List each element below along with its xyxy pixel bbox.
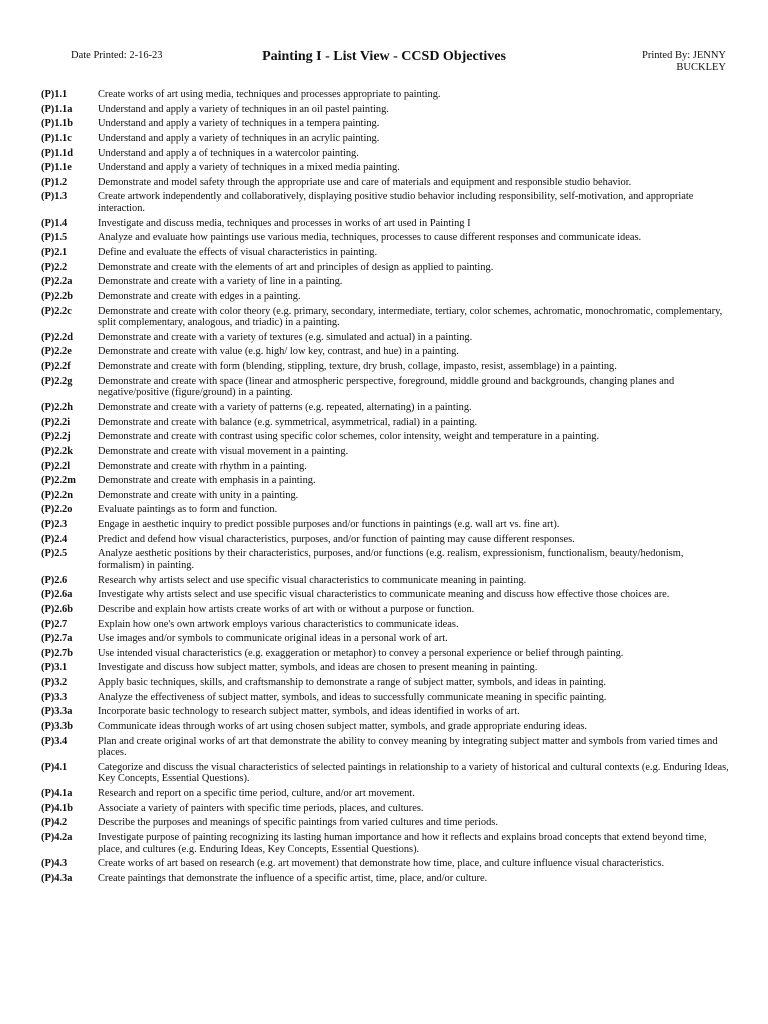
objective-code: (P)2.2f — [41, 361, 71, 373]
objective-code: (P)3.4 — [41, 735, 68, 747]
objective-row — [41, 762, 731, 785]
objective-row — [41, 218, 731, 230]
objective-description: Demonstrate and create with the elements of art and principles of design as applied to painting. — [98, 261, 494, 273]
objective-description: Understand and apply a of techniques in a watercolor painting. — [98, 147, 359, 159]
objective-code: (P)2.2h — [41, 401, 74, 413]
objective-row — [41, 490, 731, 502]
objective-description: Demonstrate and create with form (blending, stippling, texture, dry brush, collage, impasto, resist, assemblage) in a painting. — [98, 361, 617, 373]
objective-row — [41, 619, 731, 631]
objective-code: (P)1.1d — [41, 147, 74, 159]
objective-row — [41, 692, 731, 704]
objective-code: (P)2.2d — [41, 331, 74, 343]
objective-code: (P)1.2 — [41, 176, 68, 188]
objective-row — [41, 133, 731, 145]
objective-description: Demonstrate and create with emphasis in a painting. — [98, 475, 316, 487]
objective-row — [41, 706, 731, 718]
objective-row — [41, 604, 731, 616]
objective-description: Investigate purpose of painting recognizing its lasting human importance and how it reflects and explains broad concepts that extend beyond time, place, and cultures (e.g. Enduring Ideas, Key Concepts, Essential Questions). — [98, 832, 707, 855]
objective-row — [41, 162, 731, 174]
objective-row — [41, 461, 731, 473]
objective-row — [41, 191, 731, 214]
objective-row — [41, 832, 731, 855]
objective-code: (P)2.4 — [41, 533, 68, 545]
objective-row — [41, 662, 731, 674]
objective-code: (P)2.2b — [41, 290, 74, 302]
objectives-list — [41, 89, 731, 888]
objective-row — [41, 332, 731, 344]
objective-row — [41, 232, 731, 244]
objective-description: Understand and apply a variety of techniques in an acrylic painting. — [98, 132, 380, 144]
objective-code: (P)1.3 — [41, 191, 68, 203]
objective-description: Demonstrate and create with edges in a painting. — [98, 290, 301, 302]
objective-code: (P)2.7 — [41, 618, 68, 630]
objective-code: (P)2.2o — [41, 504, 73, 516]
objective-code: (P)1.1a — [41, 103, 73, 115]
page-header — [0, 49, 768, 79]
objective-description: Investigate and discuss media, techniques and processes in works of art used in Painting I — [98, 217, 471, 229]
objective-description: Demonstrate and create with space (linear and atmospheric perspective, foreground, middle ground and backgrounds, changing planes and negative/positive (figure/ground) in a painting. — [98, 375, 675, 399]
objective-description: Evaluate paintings as to form and function. — [98, 504, 278, 516]
printed-by: Printed By: JENNY BUCKLEY — [642, 50, 726, 73]
objective-code: (P)2.6 — [41, 574, 68, 586]
objective-row — [41, 736, 731, 759]
objective-code: (P)2.2i — [41, 416, 71, 428]
objective-description: Research and report on a specific time period, culture, and/or art movement. — [98, 788, 415, 800]
objective-row — [41, 548, 731, 571]
objective-code: (P)2.7a — [41, 633, 73, 645]
objective-description: Investigate and discuss how subject matter, symbols, and ideas are chosen to present meaning in painting. — [98, 662, 538, 674]
objective-description: Engage in aesthetic inquiry to predict possible purposes and/or functions in paintings (e.g. wall art vs. fine art). — [98, 519, 560, 531]
objective-row — [41, 519, 731, 531]
objective-row — [41, 788, 731, 800]
objective-description: Describe the purposes and meanings of specific paintings from varied cultures and time periods. — [98, 817, 498, 829]
objective-row — [41, 858, 731, 870]
objective-code: (P)4.3 — [41, 858, 68, 870]
objective-code: (P)4.2 — [41, 817, 68, 829]
objective-row — [41, 633, 731, 645]
objective-row — [41, 504, 731, 516]
objective-description: Communicate ideas through works of art using chosen subject matter, symbols, and grade appropriate enduring ideas. — [98, 721, 587, 732]
objective-code: (P)3.3b — [41, 721, 74, 732]
objective-code: (P)2.2e — [41, 346, 72, 358]
objective-code: (P)2.2m — [41, 475, 76, 487]
objective-code: (P)2.2n — [41, 489, 74, 501]
objective-row — [41, 361, 731, 373]
objective-code: (P)3.2 — [41, 677, 68, 689]
objective-description: Associate a variety of painters with specific time periods, places, and cultures. — [98, 802, 424, 814]
objective-row — [41, 118, 731, 130]
objective-description: Demonstrate and create with a variety of patterns (e.g. repeated, alternating) in a painting. — [98, 401, 472, 413]
objective-description: Use intended visual characteristics (e.g. exaggeration or metaphor) to convey a personal experience or belief through painting. — [98, 647, 624, 659]
objective-description: Demonstrate and create with value (e.g. high/ low key, contrast, and hue) in a painting. — [98, 346, 459, 358]
objective-row — [41, 803, 731, 815]
objective-row — [41, 148, 731, 160]
objective-description: Demonstrate and create with visual movement in a painting. — [98, 445, 349, 457]
objective-description: Demonstrate and create with color theory (e.g. primary, secondary, intermediate, tertiary, color schemes, achromatic, monochromatic, complementary, split complementary, analogous, and triadic) in a painting. — [98, 305, 723, 329]
objective-code: (P)2.2 — [41, 261, 68, 273]
objective-code: (P)2.2j — [41, 431, 71, 443]
objective-code: (P)2.3 — [41, 519, 68, 531]
objective-row — [41, 291, 731, 303]
objective-code: (P)2.6a — [41, 589, 73, 601]
objective-code: (P)2.6b — [41, 603, 74, 615]
objective-description: Apply basic techniques, skills, and craftsmanship to demonstrate a range of subject matter, symbols, and ideas in painting. — [98, 677, 607, 689]
objective-code: (P)2.5 — [41, 548, 68, 560]
objective-code: (P)4.1 — [41, 761, 68, 773]
objective-row — [41, 247, 731, 259]
objective-row — [41, 262, 731, 274]
objective-row — [41, 346, 731, 358]
objective-description: Explain how one's own artwork employs various characteristics to communicate ideas. — [98, 618, 459, 630]
objective-row — [41, 534, 731, 546]
objective-code: (P)1.5 — [41, 232, 68, 244]
objective-code: (P)4.3a — [41, 872, 73, 884]
objective-description: Analyze aesthetic positions by their characteristics, purposes, and/or functions (e.g. realism, expressionism, functionalism, beauty/hedonism, formalism) in painting. — [98, 548, 684, 571]
objective-description: Demonstrate and model safety through the appropriate use and care of materials and equipment and responsible studio behavior. — [98, 176, 632, 188]
objective-code: (P)1.4 — [41, 217, 68, 229]
objective-description: Demonstrate and create with contrast using specific color schemes, color intensity, weight and temperature in a painting. — [98, 431, 600, 443]
objective-description: Incorporate basic technology to research subject matter, symbols, and ideas identified in works of art. — [98, 706, 520, 718]
objective-description: Create works of art using media, techniques and processes appropriate to painting. — [98, 89, 441, 100]
objective-code: (P)2.2g — [41, 375, 73, 387]
objective-row — [41, 446, 731, 458]
objective-code: (P)2.2l — [41, 460, 71, 472]
objective-description: Analyze and evaluate how paintings use various media, techniques, processes to cause different responses and communicate ideas. — [98, 232, 642, 244]
objective-description: Demonstrate and create with rhythm in a painting. — [98, 460, 307, 472]
objective-code: (P)4.1a — [41, 788, 73, 800]
objective-description: Analyze the effectiveness of subject matter, symbols, and ideas to successfully communicate meaning in specific painting. — [98, 691, 607, 703]
objective-row — [41, 89, 731, 101]
objective-description: Create paintings that demonstrate the influence of a specific artist, time, place, and/or culture. — [98, 872, 488, 884]
date-printed: Date Printed: 2-16-23 — [71, 50, 163, 61]
objective-description: Investigate why artists select and use specific visual characteristics to communicate meaning and discuss how effective those choices are. — [98, 589, 670, 601]
objective-code: (P)2.2a — [41, 276, 73, 288]
objective-row — [41, 431, 731, 443]
objective-code: (P)2.7b — [41, 647, 74, 659]
objective-row — [41, 177, 731, 189]
objective-code: (P)2.2k — [41, 445, 74, 457]
objective-description: Understand and apply a variety of techniques in a mixed media painting. — [98, 162, 400, 174]
objective-code: (P)4.2a — [41, 832, 73, 844]
objective-row — [41, 276, 731, 288]
objective-description: Demonstrate and create with unity in a painting. — [98, 489, 299, 501]
objective-code: (P)2.1 — [41, 247, 68, 258]
objective-description: Demonstrate and create with a variety of textures (e.g. simulated and actual) in a painting. — [98, 331, 473, 343]
objective-description: Research why artists select and use specific visual characteristics to communicate meaning in painting. — [98, 574, 527, 586]
objective-row — [41, 648, 731, 660]
objective-code: (P)3.3a — [41, 706, 73, 718]
objective-row — [41, 817, 731, 829]
page-title: Painting I - List View - CCSD Objectives — [262, 49, 506, 64]
objective-row — [41, 104, 731, 116]
objective-description: Demonstrate and create with balance (e.g. symmetrical, asymmetrical, radial) in a painting. — [98, 416, 478, 428]
objective-description: Demonstrate and create with a variety of line in a painting. — [98, 276, 343, 288]
objective-row — [41, 402, 731, 414]
objective-description: Define and evaluate the effects of visual characteristics in painting. — [98, 247, 378, 258]
objective-description: Categorize and discuss the visual characteristics of selected paintings in relationship to a variety of historical and cultural contexts (e.g. Enduring Ideas, Key Concepts, Essential Questions). — [98, 761, 729, 785]
objective-code: (P)1.1 — [41, 89, 68, 100]
objective-row — [41, 873, 731, 885]
objective-code: (P)1.1b — [41, 118, 74, 130]
objective-row — [41, 721, 731, 733]
objective-description: Understand and apply a variety of techniques in a tempera painting. — [98, 118, 380, 130]
objective-description: Describe and explain how artists create works of art with or without a purpose or function. — [98, 603, 475, 615]
objective-description: Create works of art based on research (e.g. art movement) that demonstrate how time, place, and culture influence visual characteristics. — [98, 858, 665, 870]
objective-row — [41, 575, 731, 587]
objective-code: (P)2.2c — [41, 305, 72, 317]
objective-code: (P)4.1b — [41, 802, 74, 814]
objective-description: Understand and apply a variety of techniques in an oil pastel painting. — [98, 103, 389, 115]
objective-description: Create artwork independently and collaboratively, displaying positive studio behavior including responsibility, self-motivation, and appropriate interaction. — [98, 191, 694, 215]
objective-description: Predict and defend how visual characteristics, purposes, and/or function of painting may cause different responses. — [98, 533, 575, 545]
objective-code: (P)3.3 — [41, 691, 68, 703]
objective-code: (P)1.1c — [41, 132, 72, 144]
objective-row — [41, 376, 731, 399]
objective-description: Use images and/or symbols to communicate original ideas in a personal work of art. — [98, 633, 448, 645]
objective-row — [41, 417, 731, 429]
objective-row — [41, 306, 731, 329]
objective-row — [41, 589, 731, 601]
objective-code: (P)3.1 — [41, 662, 68, 674]
objective-row — [41, 475, 731, 487]
objective-description: Plan and create original works of art that demonstrate the ability to convey meaning by integrating subject matter and symbols from varied times and places. — [98, 735, 718, 759]
objective-code: (P)1.1e — [41, 162, 72, 174]
objective-row — [41, 677, 731, 689]
